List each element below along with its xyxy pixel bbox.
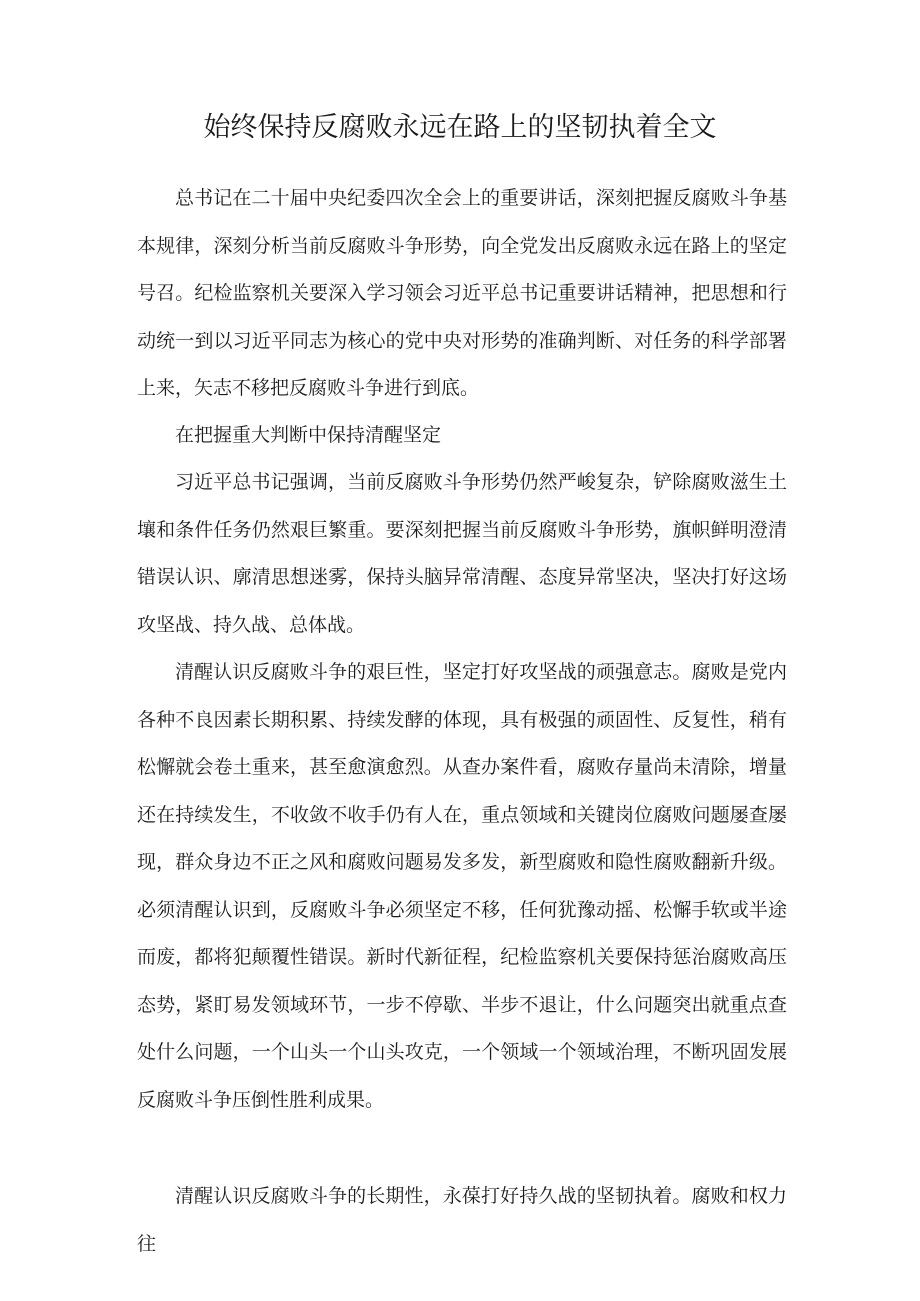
paragraph-situation: 习近平总书记强调，当前反腐败斗争形势仍然严峻复杂，铲除腐败滋生土壤和条件任务仍然艰巨繁重。要深刻把握当前反腐败斗争形势，旗帜鲜明澄清错误认识、廓清思想迷雾，保持头脑异常清醒、态度异常坚决，坚决打好这场攻坚战、持久战、总体战。 (137, 471, 787, 636)
document-title: 始终保持反腐败永远在路上的坚韧执着全文 (203, 112, 717, 143)
paragraph-arduousness: 清醒认识反腐败斗争的艰巨性，坚定打好攻坚战的顽强意志。腐败是党内各种不良因素长期积累、持续发酵的体现，具有极强的顽固性、反复性，稍有松懈就会卷土重来，甚至愈演愈烈。从查办案件看，腐败存量尚未清除，增量还在持续发生，不收敛不收手仍有人在，重点领域和关键岗位腐败问题屡查屡现，群众身边不正之风和腐败问题易发多发，新型腐败和隐性腐败翻新升级。必须清醒认识到，反腐败斗争必须坚定不移，任何犹豫动摇、松懈手软或半途而废，都将犯颠覆性错误。新时代新征程，纪检监察机关要保持惩治腐败高压态势，紧盯易发领域环节，一步不停歇、半步不退让，什么问题突出就重点查处什么问题，一个山头一个山头攻克，一个领域一个领域治理，不断巩固发展反腐败斗争压倒性胜利成果。 (137, 661, 787, 1111)
section-heading: 在把握重大判断中保持清醒坚定 (175, 424, 442, 446)
paragraph-long-term: 清醒认识反腐败斗争的长期性，永葆打好持久战的坚韧执着。腐败和权力往 (137, 1185, 787, 1255)
paragraph-intro: 总书记在二十届中央纪委四次全会上的重要讲话，深刻把握反腐败斗争基本规律，深刻分析当前反腐败斗争形势，向全党发出反腐败永远在路上的坚定号召。纪检监察机关要深入学习领会习近平总书记重要讲话精神，把思想和行动统一到以习近平同志为核心的党中央对形势的准确判断、对任务的科学部署上来，矢志不移把反腐败斗争进行到底。 (137, 187, 787, 399)
